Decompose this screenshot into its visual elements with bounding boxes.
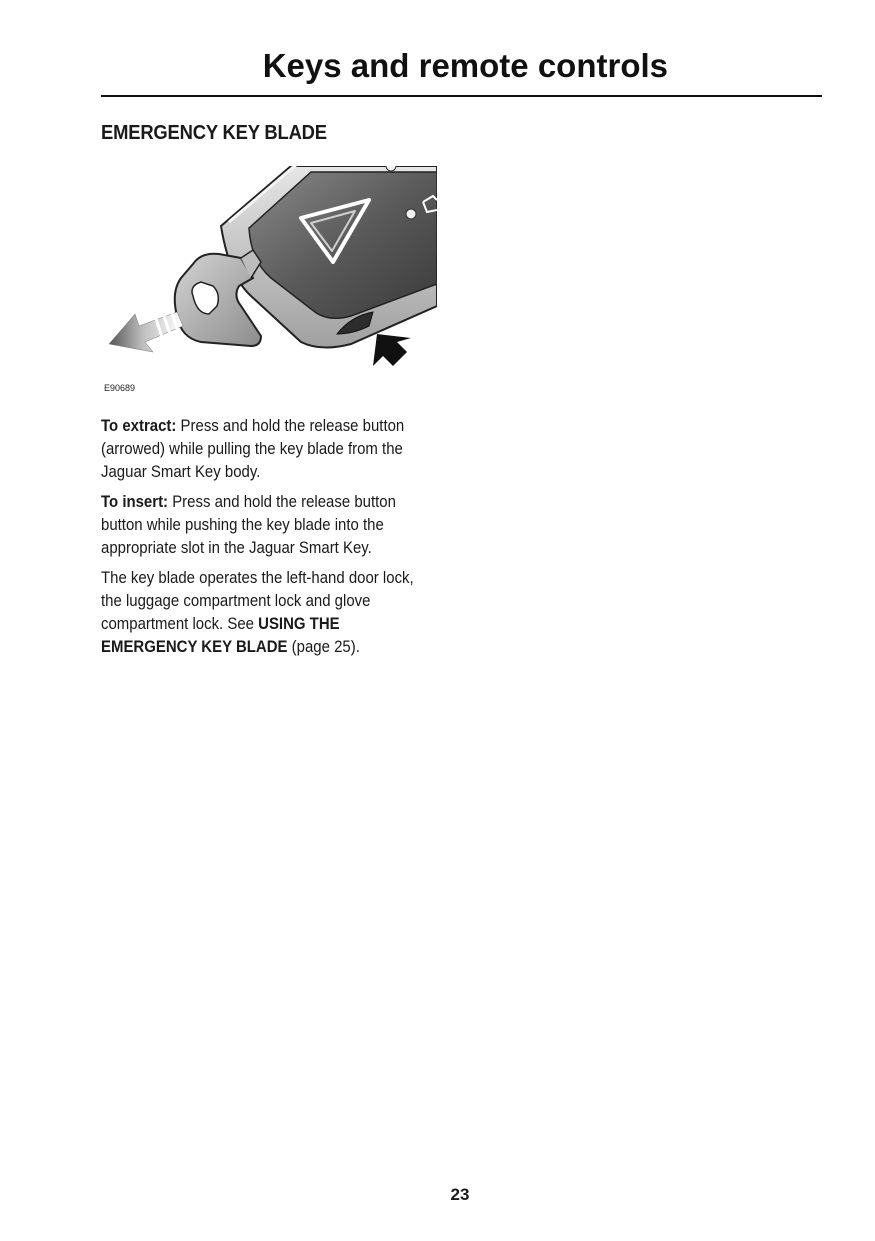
fob-button-dot xyxy=(406,209,416,219)
extract-label: To extract: xyxy=(101,416,177,435)
page-number: 23 xyxy=(450,1185,470,1204)
title-rule xyxy=(101,95,822,97)
page-reference: (page 25). xyxy=(287,637,360,656)
section-heading: EMERGENCY KEY BLADE xyxy=(101,122,327,144)
page-title: Keys and remote controls xyxy=(262,47,668,84)
figure-code: E90689 xyxy=(104,383,136,393)
emergency-key-blade-link[interactable]: USING THE EMERGENCY KEY BLADE xyxy=(101,614,340,656)
extract-instructions xyxy=(101,414,435,483)
key-blade-illustration xyxy=(101,166,437,376)
insert-label: To insert: xyxy=(101,492,169,511)
release-button-arrow xyxy=(373,334,411,366)
pull-direction-arrow xyxy=(109,312,183,352)
blade-usage-text: The key blade operates the left-hand door lock, the luggage compartment lock and glove compartment lock. See xyxy=(101,568,414,633)
extract-text: Press and hold the release button (arrowed) while pulling the key blade from the Jaguar Smart Key body. xyxy=(101,416,405,481)
insert-text: Press and hold the release button button while pushing the key blade into the appropriate slot in the Jaguar Smart Key. xyxy=(101,492,396,557)
body-text xyxy=(101,414,435,665)
insert-instructions xyxy=(101,490,435,559)
blade-usage-paragraph xyxy=(101,566,435,658)
